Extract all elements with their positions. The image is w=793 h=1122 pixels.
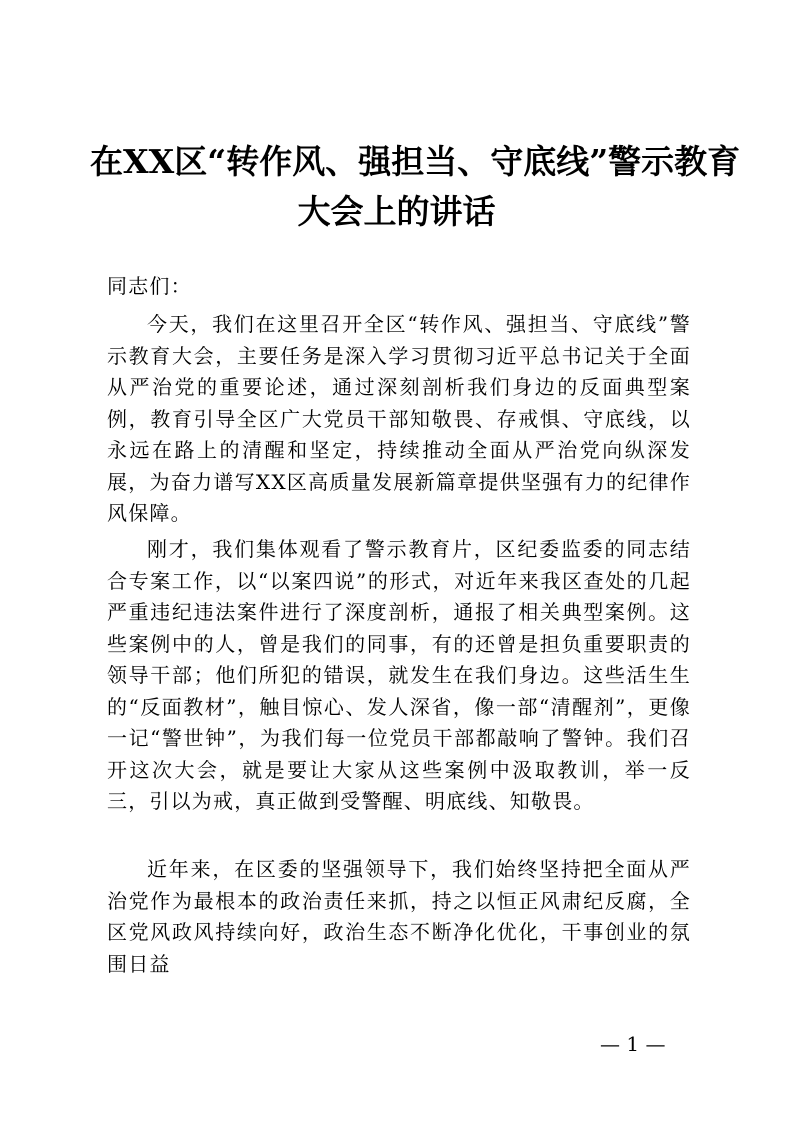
page-number: — 1 — [600, 1032, 666, 1056]
salutation: 同志们： [107, 274, 192, 298]
title-line-1: 在XX区“转作风、强担当、守底线”警示教育 [90, 142, 741, 181]
paragraph-2: 刚才，我们集体观看了警示教育片，区纪委监委的同志结合专案工作，以“以案四说”的形式，对近年来我区查处的几起严重违纪违法案件进行了深度剖析，通报了相关典型案例。这些案例中的人，曾是我们的同事，有的还曾是担负重要职责的领导干部；他们所犯的错误，就发生在我们身边。这些活生生的“反面教材”，触目惊心、发人深省，像一部“清醒剂”，更像一记“警世钟”，为我们每一位党员干部都敲响了警钟。我们召开这次大会，就是要让大家从这些案例中汲取教训，举一反三，引以为戒，真正做到受警醒、明底线、知敬畏。 [107, 537, 691, 813]
paragraph-3: 近年来，在区委的坚强领导下，我们始终坚持把全面从严治党作为最根本的政治责任来抓，持之以恒正风肃纪反腐，全区党风政风持续向好，政治生态不断净化优化，干事创业的氛围日益 [107, 857, 691, 976]
title-line-2: 大会上的讲话 [297, 192, 496, 231]
paragraph-1: 今天，我们在这里召开全区“转作风、强担当、守底线”警示教育大会，主要任务是深入学习贯彻习近平总书记关于全面从严治党的重要论述，通过深刻剖析我们身边的反面典型案例，教育引导全区广大党员干部知敬畏、存戒惧、守底线，以永远在路上的清醒和坚定，持续推动全面从严治党向纵深发展，为奋力谱写XX区高质量发展新篇章提供坚强有力的纪律作风保障。 [107, 312, 691, 525]
document-title [90, 137, 741, 237]
